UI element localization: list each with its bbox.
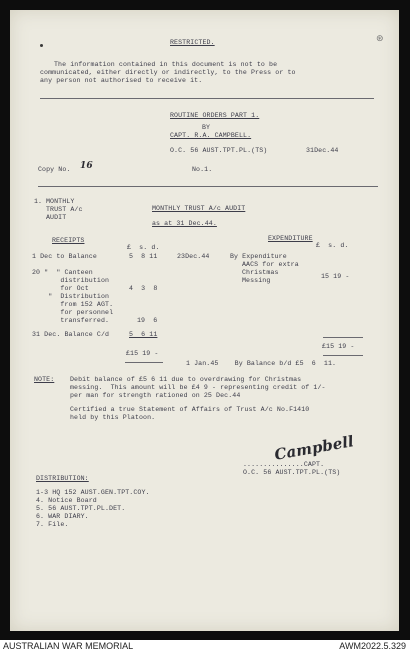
notice-line-2: communicated, either directly or indirectly, to the Press or to [40, 69, 296, 76]
classification: RESTRICTED. [170, 39, 215, 46]
divider [40, 98, 374, 99]
handwritten-signature: Campbell [273, 432, 356, 464]
note-label: NOTE: [34, 376, 55, 383]
item-side-heading-1: MONTHLY [46, 198, 75, 205]
ledger-line-8: transferred. [32, 317, 110, 324]
item-side-heading-2: TRUST A/c [46, 206, 83, 213]
distribution-item: 5. 56 AUST.TPT.PL.DET. [36, 505, 126, 512]
as-at-date: as at 31 Dec.44. [152, 220, 217, 227]
officer-name: CAPT. R.A. CAMPBELL. [170, 132, 252, 139]
amount-distribution: 19 6 [137, 317, 158, 324]
certified-line-1: Certified a true Statement of Affairs of Trust A/c No.F1410 [70, 406, 310, 413]
ledger-line-9: 31 Dec. Balance C/d [32, 331, 110, 338]
amount-balance-cd: 5 6 11 [129, 331, 158, 338]
amount-canteen: 4 3 8 [129, 285, 158, 292]
audit-heading: MONTHLY TRUST A/c AUDIT [152, 205, 246, 212]
lsd-header-expenditure: £ s. d. [316, 242, 349, 249]
distribution-item: 7. File. [36, 521, 69, 528]
order-number: No.1. [192, 166, 213, 173]
document-page [10, 10, 399, 631]
copy-number: 16 [80, 161, 93, 171]
unit-name: O.C. 56 AUST.TPT.PL.(TS) [170, 147, 268, 154]
distribution-item: 6. WAR DIARY. [36, 513, 89, 520]
ledger-line-7: for personnel [32, 309, 114, 316]
lsd-header-receipts: £ s. d. [127, 244, 160, 251]
certified-line-2: held by this Platoon. [70, 414, 156, 421]
punch-hole [40, 44, 43, 47]
amount-receipts-total: £15 19 - [126, 350, 159, 357]
order-date: 31Dec.44 [306, 147, 339, 154]
expenditure-line-1: By Expenditure [230, 253, 287, 260]
expenditure-heading: EXPENDITURE [268, 235, 313, 242]
ledger-line-3: distribution [32, 277, 110, 284]
item-number: 1. [34, 198, 43, 205]
total-rule [323, 337, 363, 338]
divider [38, 186, 378, 187]
footer-institution: AUSTRALIAN WAR MEMORIAL [3, 641, 134, 651]
notice-line-3: any person not authorised to receive it. [40, 77, 203, 84]
distribution-item: 4. Notice Board [36, 497, 97, 504]
ledger-line-2: 20 " " Canteen [32, 269, 93, 276]
ledger-line-6: from 152 AGT. [32, 301, 114, 308]
notice-line-1: The information contained in this document is not to be [54, 61, 278, 68]
ledger-line-4: for Oct [32, 285, 89, 292]
expenditure-date: 23Dec.44 [177, 253, 210, 260]
total-rule [323, 355, 363, 356]
copy-label: Copy No. [38, 166, 71, 173]
amount-expenditure: 15 19 - [321, 273, 350, 280]
corner-mark: ⊛ [376, 34, 384, 44]
ledger-line-1: 1 Dec to Balance [32, 253, 97, 260]
by-label: BY [202, 124, 211, 131]
footer-accession-number: AWM2022.5.329 [339, 641, 406, 651]
expenditure-line-4: Messing [242, 277, 271, 284]
orders-title: ROUTINE ORDERS PART 1. [170, 112, 260, 119]
signature-line: ...............CAPT. [243, 461, 325, 468]
expenditure-line-2: AACS for extra [242, 261, 299, 268]
distribution-label: DISTRIBUTION: [36, 475, 89, 482]
archive-footer [0, 640, 410, 653]
amount-opening: 5 8 11 [129, 253, 158, 260]
expenditure-line-3: Christmas [242, 269, 279, 276]
item-side-heading-3: AUDIT [46, 214, 67, 221]
signature-unit: O.C. 56 AUST.TPT.PL.(TS) [243, 469, 341, 476]
note-line-3: per man for strength rationed on 25 Dec.44 [70, 392, 241, 399]
receipts-heading: RECEIPTS [52, 237, 85, 244]
ledger-line-5: " Distribution [32, 293, 110, 300]
amount-expenditure-total: £15 19 - [322, 343, 355, 350]
note-line-1: Debit balance of £5 6 11 due to overdrawing for Christmas [70, 376, 302, 383]
distribution-item: 1-3 HQ 152 AUST.GEN.TPT.COY. [36, 489, 150, 496]
total-rule [125, 362, 163, 363]
note-line-2: messing. This amount will be £4 9 - representing credit of 1/- [70, 384, 326, 391]
balance-brought-down: 1 Jan.45 By Balance b/d £5 6 11. [186, 360, 337, 367]
